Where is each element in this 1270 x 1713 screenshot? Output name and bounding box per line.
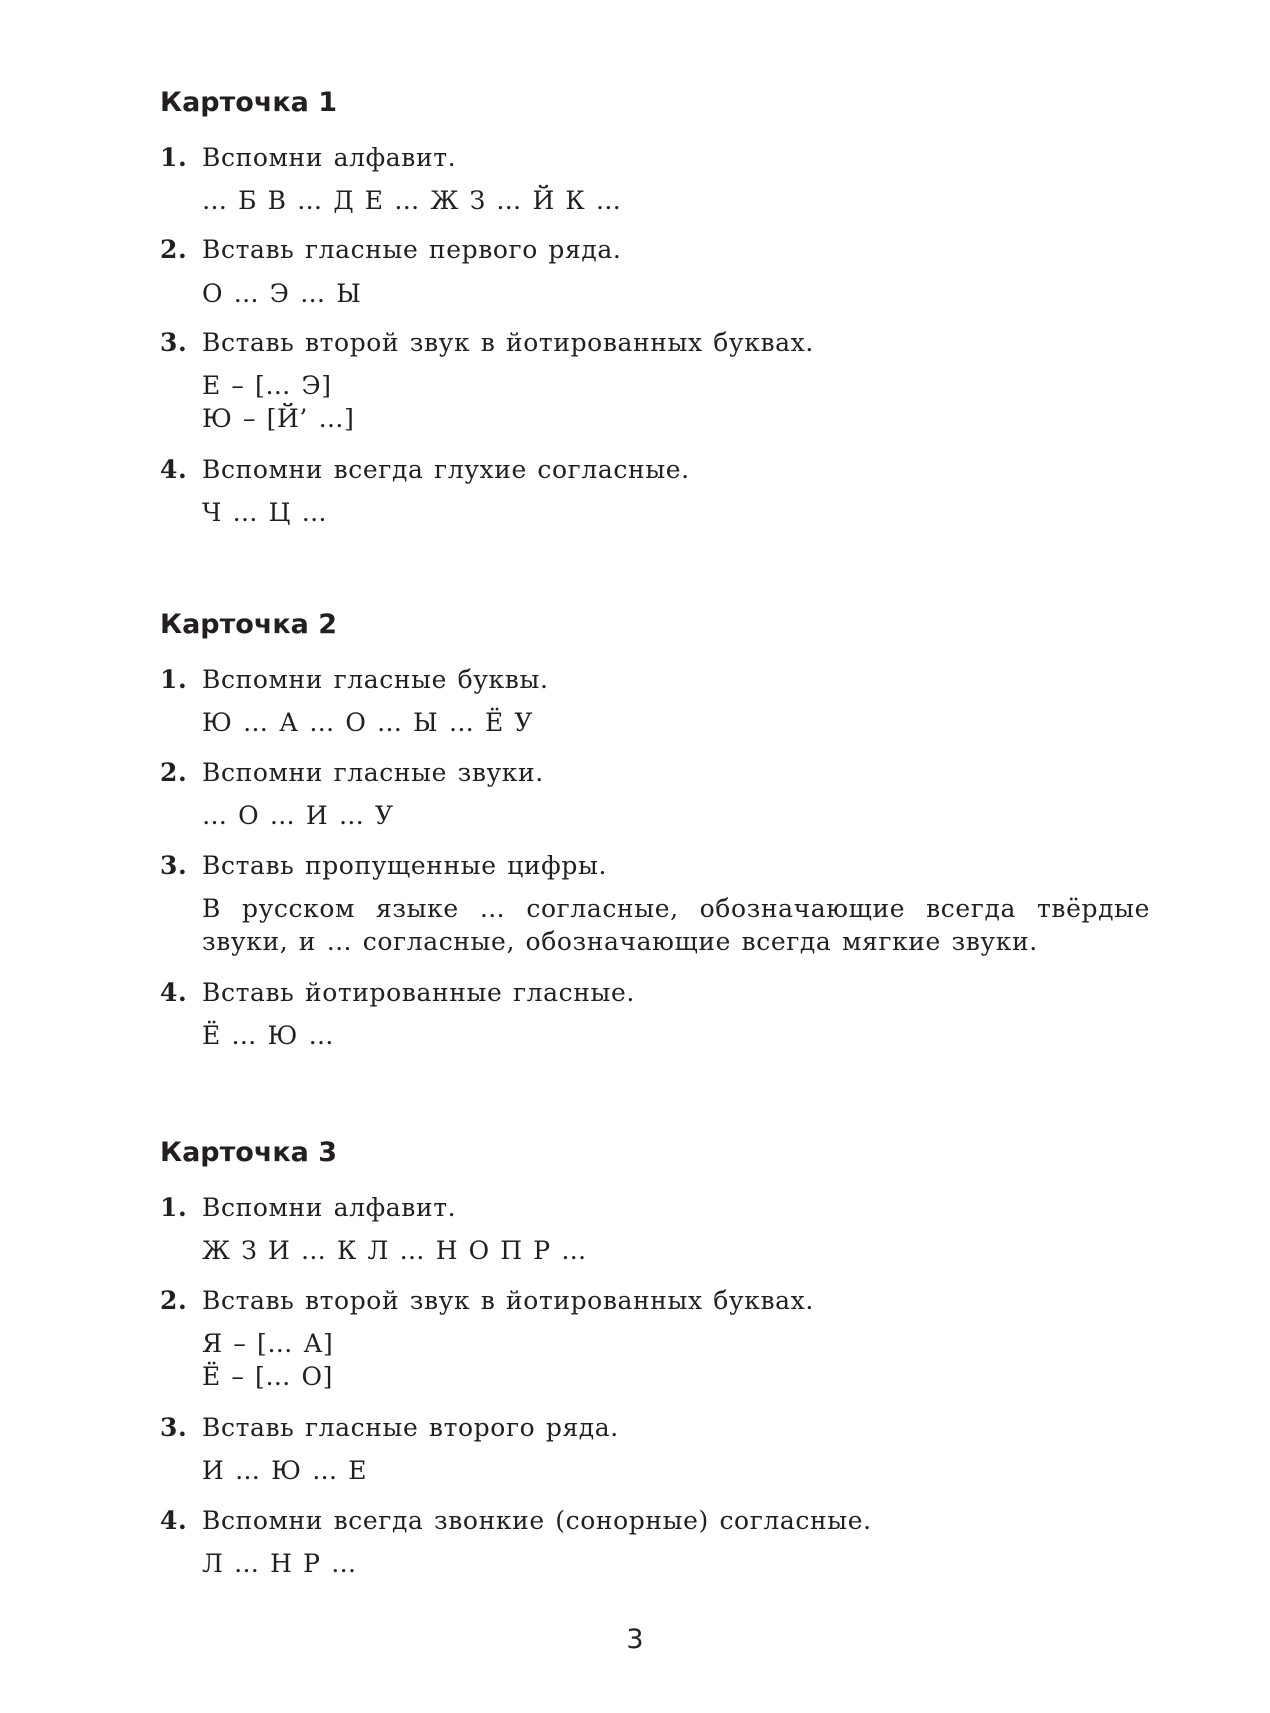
task-number: 3. — [160, 328, 188, 357]
task-1 — [160, 1191, 456, 1224]
task-text: Вставь второй звук в йотированных буквах. — [202, 328, 814, 357]
task-1 — [160, 141, 456, 174]
task-text: Вспомни алфавит. — [202, 143, 457, 172]
task-text: Вспомни гласные буквы. — [202, 665, 549, 694]
task-text: Вставь второй звук в йотированных буквах. — [202, 1286, 814, 1315]
task-number: 2. — [160, 758, 188, 787]
page-number: 3 — [626, 1624, 644, 1655]
task-text: Вставь пропущенные цифры. — [202, 851, 607, 880]
task-number: 3. — [160, 851, 188, 880]
task-answer: звуки, и … согласные, обозначающие всегда мягкие звуки. — [202, 927, 1038, 956]
task-text: Вставь йотированные гласные. — [202, 978, 635, 1007]
task-number: 1. — [160, 1193, 188, 1222]
task-number: 3. — [160, 1413, 188, 1442]
task-2 — [160, 233, 621, 266]
task-2 — [160, 756, 544, 789]
task-number: 4. — [160, 455, 188, 484]
task-number: 2. — [160, 1286, 188, 1315]
task-answer: И … Ю … Е — [202, 1456, 368, 1485]
task-answer: Ё … Ю … — [202, 1021, 335, 1050]
task-answer: … О … И … У — [202, 801, 394, 830]
task-number: 1. — [160, 143, 188, 172]
task-answer: Я – [… А] — [202, 1329, 334, 1358]
task-2 — [160, 1284, 814, 1317]
task-number: 2. — [160, 235, 188, 264]
task-answer: Ч … Ц … — [202, 498, 328, 527]
task-4 — [160, 453, 690, 486]
task-text: Вставь гласные первого ряда. — [202, 235, 622, 264]
task-answer: Л … Н Р … — [202, 1549, 357, 1578]
task-4 — [160, 1504, 872, 1537]
task-answer: Ё – [… О] — [202, 1362, 333, 1391]
task-3 — [160, 1411, 619, 1444]
card-title: Карточка 3 — [160, 1137, 338, 1168]
task-text: Вспомни алфавит. — [202, 1193, 457, 1222]
task-4 — [160, 976, 635, 1009]
task-answer: О … Э … Ы — [202, 279, 362, 308]
task-answer: Ж З И … К Л … Н О П Р … — [202, 1236, 587, 1265]
task-number: 4. — [160, 978, 188, 1007]
task-text: Вставь гласные второго ряда. — [202, 1413, 619, 1442]
card-title: Карточка 2 — [160, 609, 338, 640]
task-3 — [160, 326, 814, 359]
task-answer: Е – [… Э] — [202, 371, 332, 400]
task-answer: В русском языке … согласные, обозначающие всегда твёрдые — [202, 894, 1150, 923]
task-answer: Ю – [Й’ …] — [202, 404, 355, 433]
task-3 — [160, 849, 607, 882]
task-answer: … Б В … Д Е … Ж З … Й К … — [202, 186, 622, 215]
card-title: Карточка 1 — [160, 87, 338, 118]
task-answer-paragraph — [202, 892, 1150, 958]
task-text: Вспомни всегда глухие согласные. — [202, 455, 690, 484]
task-answer: Ю … А … О … Ы … Ё У — [202, 708, 534, 737]
task-text: Вспомни гласные звуки. — [202, 758, 544, 787]
task-text: Вспомни всегда звонкие (сонорные) согласные. — [202, 1506, 872, 1535]
task-number: 1. — [160, 665, 188, 694]
task-1 — [160, 663, 549, 696]
task-number: 4. — [160, 1506, 188, 1535]
